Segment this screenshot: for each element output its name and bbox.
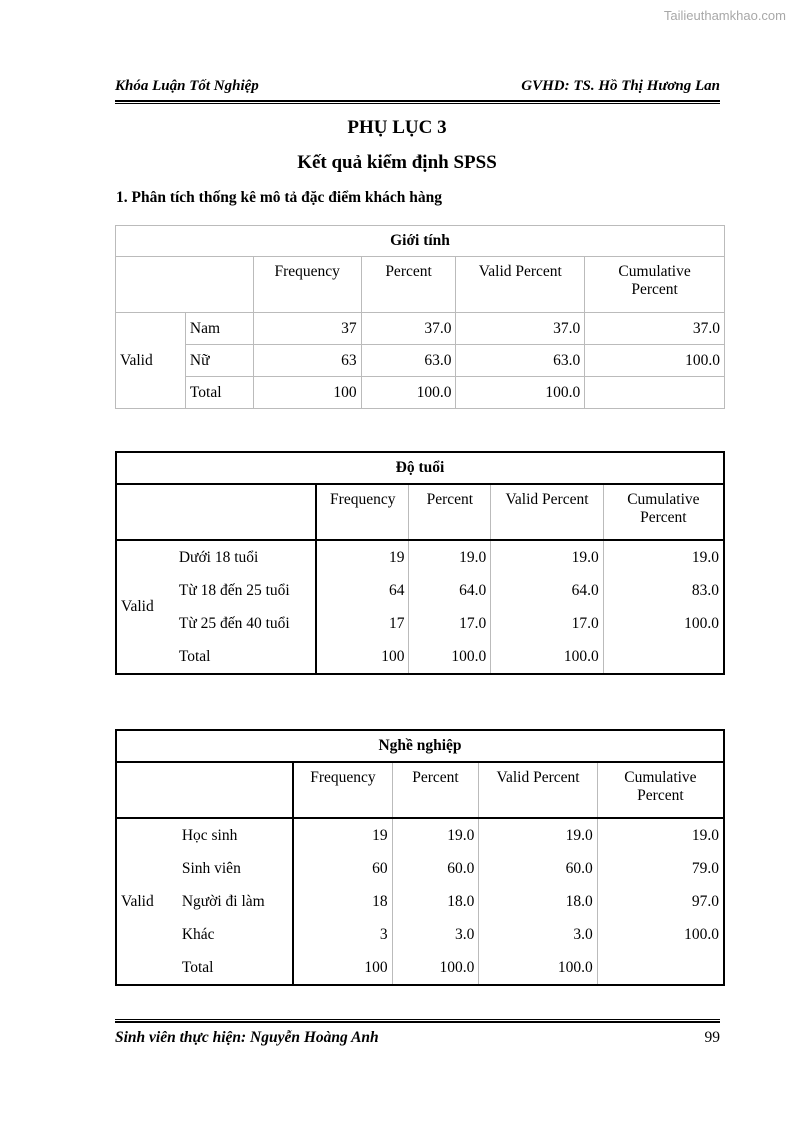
table-row [116,951,724,985]
watermark: Tailieuthamkhao.com [663,8,786,23]
row-label: Total [178,951,293,985]
header-thesis-label: Khóa Luận Tốt Nghiệp [115,78,259,94]
row-label: Người đi làm [178,885,293,918]
col-valid-percent: Valid Percent [491,484,604,540]
cumulative-cell: 97.0 [691,892,719,910]
page-number: 99 [704,1029,720,1046]
valid-percent-cell: 100.0 [456,377,585,409]
frequency-cell: 19 [293,818,392,852]
table-caption: Độ tuổi [116,452,724,484]
row-label: Nam [185,313,253,345]
table-row [116,313,725,345]
cumulative-cell: 19.0 [691,548,719,566]
col-cumulative: Cumulative Percent [603,484,724,540]
table-caption: Nghề nghiệp [116,730,724,762]
col-valid-percent: Valid Percent [479,762,597,818]
valid-percent-cell: 3.0 [479,918,597,951]
col-cumulative: Cumulative Percent [597,762,724,818]
table-row [116,574,724,607]
age-table [115,451,725,675]
frequency-cell: 63 [253,345,361,377]
row-label: Từ 25 đến 40 tuổi [175,607,316,640]
percent-cell: 64.0 [409,574,491,607]
cumulative-cell: 19.0 [691,826,719,844]
percent-cell: 37.0 [361,313,456,345]
col-cumulative: Cumulative Percent [585,257,725,313]
valid-percent-cell: 63.0 [456,345,585,377]
col-percent: Percent [392,762,479,818]
percent-cell: 63.0 [361,345,456,377]
frequency-cell: 100 [316,640,409,674]
percent-cell: 100.0 [392,951,479,985]
row-label: Nữ [185,345,253,377]
occupation-table [115,729,725,986]
table-caption: Giới tính [116,226,725,257]
frequency-cell: 19 [316,540,409,574]
valid-percent-cell: 18.0 [479,885,597,918]
cumulative-cell: 37.0 [585,313,725,345]
valid-percent-cell: 60.0 [479,852,597,885]
page-header [115,78,720,98]
frequency-cell: 60 [293,852,392,885]
row-label: Dưới 18 tuổi [175,540,316,574]
cumulative-cell: 100.0 [684,614,719,632]
appendix-title: PHỤ LỤC 3 [347,117,447,138]
frequency-cell: 18 [293,885,392,918]
footer-divider [115,1019,720,1023]
gender-table [115,225,725,409]
table-row [116,607,724,640]
valid-percent-cell: 100.0 [491,640,604,674]
header-supervisor: GVHD: TS. Hồ Thị Hương Lan [521,78,720,94]
row-label: Khác [178,918,293,951]
frequency-cell: 64 [316,574,409,607]
percent-cell: 19.0 [392,818,479,852]
valid-percent-cell: 37.0 [456,313,585,345]
header-blank [116,484,316,540]
col-valid-percent: Valid Percent [456,257,585,313]
frequency-cell: 100 [293,951,392,985]
row-label: Học sinh [178,818,293,852]
col-percent: Percent [361,257,456,313]
table-row [116,918,724,951]
valid-label: Valid [121,598,154,615]
cumulative-cell [597,951,724,985]
cumulative-cell [603,640,724,674]
table-row [116,852,724,885]
percent-cell: 3.0 [392,918,479,951]
percent-cell: 17.0 [409,607,491,640]
valid-label: Valid [121,892,154,910]
percent-cell: 100.0 [361,377,456,409]
percent-cell: 60.0 [392,852,479,885]
frequency-cell: 17 [316,607,409,640]
table-row [116,640,724,674]
header-divider [115,100,720,104]
table-row [116,818,724,852]
header-blank [116,762,293,818]
header-blank [116,257,254,313]
row-label: Total [175,640,316,674]
frequency-cell: 100 [253,377,361,409]
cumulative-cell: 79.0 [691,859,719,877]
table-row [116,377,725,409]
cumulative-cell [585,377,725,409]
table-row [116,345,725,377]
col-frequency: Frequency [293,762,392,818]
appendix-subtitle: Kết quả kiểm định SPSS [297,152,497,173]
row-label: Từ 18 đến 25 tuổi [175,574,316,607]
frequency-cell: 3 [293,918,392,951]
footer-student: Sinh viên thực hiện: Nguyễn Hoàng Anh [115,1029,379,1046]
table-row [116,540,724,574]
row-label: Sinh viên [178,852,293,885]
valid-percent-cell: 17.0 [491,607,604,640]
valid-percent-cell: 100.0 [479,951,597,985]
col-frequency: Frequency [316,484,409,540]
col-frequency: Frequency [253,257,361,313]
cumulative-cell: 100.0 [684,925,719,943]
valid-percent-cell: 19.0 [479,818,597,852]
col-percent: Percent [409,484,491,540]
frequency-cell: 37 [253,313,361,345]
valid-label: Valid [116,313,186,409]
percent-cell: 18.0 [392,885,479,918]
section-heading: 1. Phân tích thống kê mô tả đặc điểm khách hàng [116,189,442,206]
table-row [116,885,724,918]
valid-percent-cell: 19.0 [491,540,604,574]
percent-cell: 19.0 [409,540,491,574]
cumulative-cell: 100.0 [585,345,725,377]
row-label: Total [185,377,253,409]
valid-percent-cell: 64.0 [491,574,604,607]
percent-cell: 100.0 [409,640,491,674]
cumulative-cell: 83.0 [691,581,719,599]
